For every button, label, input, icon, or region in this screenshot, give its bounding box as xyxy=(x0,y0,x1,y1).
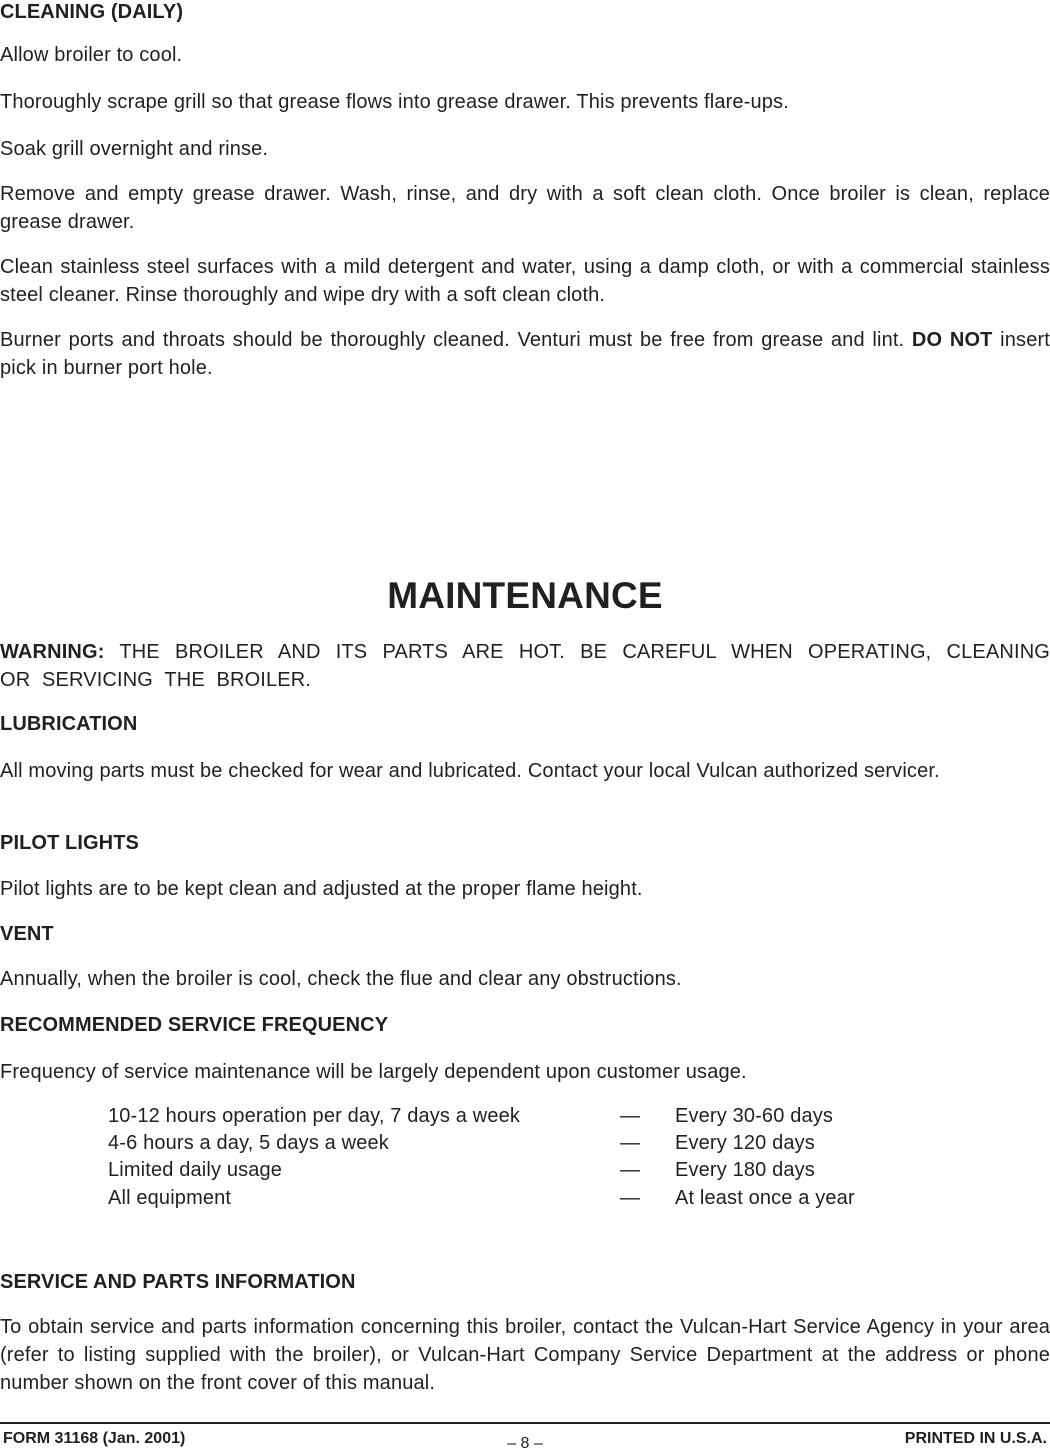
lubrication-text: All moving parts must be checked for wear and lubricated. Contact your local Vulcan authorized servicer. xyxy=(0,760,940,782)
service-parts-heading: SERVICE AND PARTS INFORMATION xyxy=(0,1271,356,1293)
page-title: MAINTENANCE xyxy=(387,575,663,616)
cleaning-step-scrape: Thoroughly scrape grill so that grease flows into grease drawer. This prevents flare-ups. xyxy=(0,91,789,113)
dash-cell: — xyxy=(620,1187,641,1209)
pilot-lights-text: Pilot lights are to be kept clean and adjusted at the proper flame height. xyxy=(0,878,643,900)
vent-text: Annually, when the broiler is cool, check the flue and clear any obstructions. xyxy=(0,968,682,990)
service-frequency-heading: RECOMMENDED SERVICE FREQUENCY xyxy=(0,1014,389,1036)
footer-divider xyxy=(0,1422,1050,1424)
service-frequency-text: Frequency of service maintenance will be largely dependent upon customer usage. xyxy=(0,1061,747,1083)
dash-cell: — xyxy=(620,1159,641,1181)
warning-label: WARNING: xyxy=(0,641,105,663)
cleaning-heading: CLEANING (DAILY) xyxy=(0,1,184,23)
warning-notice xyxy=(0,638,1050,694)
lubrication-heading: LUBRICATION xyxy=(0,713,138,735)
interval-cell: At least once a year xyxy=(675,1187,855,1209)
usage-cell: All equipment xyxy=(108,1187,232,1209)
cleaning-step-cool: Allow broiler to cool. xyxy=(0,44,183,66)
form-number: FORM 31168 (Jan. 2001) xyxy=(3,1430,186,1447)
cleaning-step-burner xyxy=(0,326,1050,382)
pilot-lights-heading: PILOT LIGHTS xyxy=(0,832,139,854)
cleaning-step-stainless: Clean stainless steel surfaces with a mild detergent and water, using a damp cloth, or with a commercial stainless steel cleaner. Rinse thoroughly and wipe dry with a soft clean cloth. xyxy=(0,256,1050,306)
usage-cell: 10-12 hours operation per day, 7 days a week xyxy=(108,1105,521,1127)
vent-heading: VENT xyxy=(0,923,54,945)
interval-cell: Every 180 days xyxy=(675,1159,815,1181)
warning-text: THE BROILER AND ITS PARTS ARE HOT. BE CAREFUL WHEN OPERATING, CLEANING OR SERVICING THE BROILER. xyxy=(0,641,1050,691)
page-number: – 8 – xyxy=(507,1435,543,1452)
usage-cell: 4-6 hours a day, 5 days a week xyxy=(108,1132,389,1154)
service-parts-text: To obtain service and parts information concerning this broiler, contact the Vulcan-Hart Service Agency in your area (refer to listing supplied with the broiler), or Vulcan-Hart Company Service Department at the address or phone number shown on the front cover of this manual. xyxy=(0,1316,1050,1394)
usage-cell: Limited daily usage xyxy=(108,1159,283,1181)
cleaning-step-grease-drawer: Remove and empty grease drawer. Wash, rinse, and dry with a soft clean cloth. Once broiler is clean, replace grease drawer. xyxy=(0,183,1050,233)
burner-text: Burner ports and throats should be thoroughly cleaned. Venturi must be free from grease and lint. xyxy=(0,329,912,351)
interval-cell: Every 120 days xyxy=(675,1132,815,1154)
cleaning-step-soak: Soak grill overnight and rinse. xyxy=(0,138,269,160)
printed-in: PRINTED IN U.S.A. xyxy=(904,1430,1047,1447)
dash-cell: — xyxy=(620,1132,641,1154)
burner-tail: insert pick in burner port hole. xyxy=(0,329,1050,379)
do-not-emphasis: DO NOT xyxy=(911,329,993,351)
interval-cell: Every 30-60 days xyxy=(675,1105,834,1127)
dash-cell: — xyxy=(620,1105,641,1127)
